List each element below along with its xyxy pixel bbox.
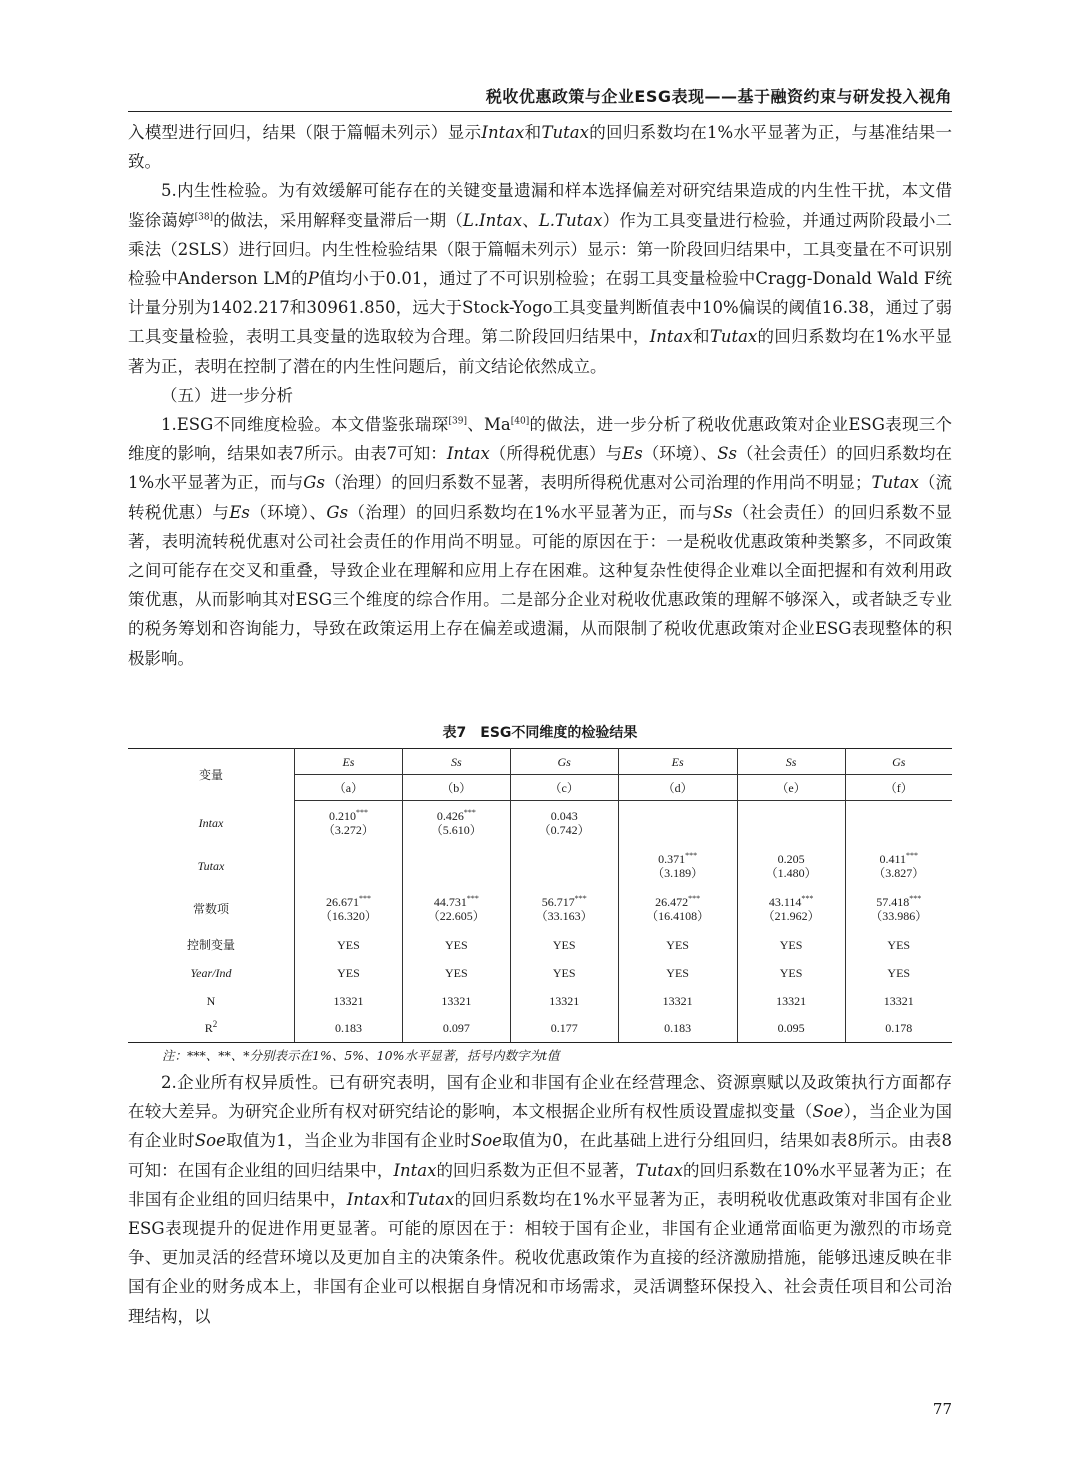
cell: 13321 <box>737 987 845 1015</box>
coef: 56.717 <box>541 894 575 909</box>
text-run: 的做法，进一步分析了税收优惠政策对企业ESG表现三个维度的影响，结果如表7所示。由表7可知： <box>128 415 953 464</box>
col-var: Ss <box>737 749 845 775</box>
var-ss: Ss <box>712 502 733 522</box>
text-run: 值均小于0.01，通过了不可识别检验；在弱工具变量检验中Cragg-Donald Wald F统计量分别为1402.217和30961.850，远大于Stock-Yogo工具变量判断值表中10%偏误的阈值16.38，通过了弱工具变量检验，表明工具变量的选取较为合理。第二阶段回归结果中， <box>128 269 952 347</box>
var-soe: Soe <box>470 1131 502 1151</box>
cell: YES <box>618 959 737 987</box>
sig-stars: *** <box>801 893 814 903</box>
var-tutax: Tutax <box>541 123 589 142</box>
cell <box>618 845 737 887</box>
header-rule <box>128 111 952 112</box>
text-run: 入模型进行回归，结果（限于篇幅未列示）显示 <box>128 123 482 142</box>
row-controls <box>128 931 952 959</box>
t-value: （16.320） <box>319 908 377 923</box>
sig-stars: *** <box>685 850 698 860</box>
body-text-upper <box>128 118 952 673</box>
text-run: 取值为1，当企业为非国有企业时 <box>225 1131 471 1151</box>
row-label: Tutax <box>128 845 295 887</box>
cell: YES <box>845 959 952 987</box>
text-run: 、 <box>522 210 539 230</box>
coef: 26.671 <box>325 894 359 909</box>
citation-ref: [39] <box>448 416 467 427</box>
t-value: （33.986） <box>870 908 928 923</box>
var-es: Es <box>229 502 250 522</box>
t-value: （3.189） <box>652 865 704 880</box>
sig-stars: *** <box>688 893 701 903</box>
table-7 <box>128 748 952 1043</box>
row-label: N <box>128 987 295 1015</box>
t-value: （3.272） <box>322 822 374 837</box>
cell: 13321 <box>845 987 952 1015</box>
cell <box>295 801 403 845</box>
text-run: 2.企业所有权异质性。已有研究表明，国有企业和非国有企业在经营理念、资源禀赋以及政策执行方面都存在较大差异。为研究企业所有权对研究结论的影响，本文根据企业所有权性质设置虚拟变量（ <box>128 1073 952 1122</box>
table-note: 注：***、**、*分别表示在1%、5%、10%水平显著，括号内数字为t值 <box>162 1048 560 1063</box>
sig-stars: *** <box>909 893 922 903</box>
citation-ref: [40] <box>510 416 530 427</box>
col-id: （f） <box>845 775 952 801</box>
row-label: 控制变量 <box>128 931 295 959</box>
text-run: （环境）、 <box>642 444 718 464</box>
cell: YES <box>510 931 618 959</box>
text-run: 的回归系数为正但不显著， <box>436 1160 636 1180</box>
body-text-lower <box>128 1068 952 1331</box>
table-7-title: 表7 ESG不同维度的检验结果 <box>442 725 638 741</box>
cell <box>510 887 618 931</box>
cell <box>737 845 845 887</box>
cell <box>845 845 952 887</box>
var-intax: Intax <box>481 123 525 142</box>
coef: 43.114 <box>768 894 802 909</box>
sig-stars: *** <box>466 893 479 903</box>
cell: YES <box>295 931 403 959</box>
t-value: （22.605） <box>427 908 485 923</box>
text-run: ）作为工具变量进行检验，并通过两阶段最小二乘法（2SLS）进行回归。内生性检验结果（限于篇幅未列示）显示：第一阶段回归结果中，工具变量在不可识别检验中Anderson LM的 <box>128 210 953 289</box>
var-header: 变量 <box>128 749 295 801</box>
cell <box>618 887 737 931</box>
table-header-row <box>128 749 952 775</box>
paragraph-4 <box>128 410 952 673</box>
cell: 0.183 <box>295 1015 403 1043</box>
cell: YES <box>737 959 845 987</box>
text-run: （治理）的回归系数不显著，表明所得税优惠对公司治理的作用尚不明显； <box>324 473 872 493</box>
cell-empty <box>510 845 618 887</box>
col-var: Gs <box>845 749 952 775</box>
text-run: 取值为0，在此基础上进行分组回归，结果如表8所示。由表8可知：在国有企业组的回归结果中， <box>128 1131 953 1180</box>
text-run: 的回归系数均在1%水平显著为正，与基准结果一致。 <box>128 123 953 172</box>
text-run: 的回归系数均在1%水平显著为正，表明在控制了潜在的内生性问题后，前文结论依然成立。 <box>128 327 953 376</box>
var-gs: Gs <box>326 502 349 522</box>
cell-empty <box>845 801 952 845</box>
var-tutax: Tutax <box>709 327 758 347</box>
cell: 0.177 <box>510 1015 618 1043</box>
section-heading: （五）进一步分析 <box>161 385 293 405</box>
text-run: 和 <box>692 327 710 347</box>
cell <box>295 887 403 931</box>
cell: 0.178 <box>845 1015 952 1043</box>
var-soe: Soe <box>194 1131 226 1151</box>
col-id: （c） <box>510 775 618 801</box>
row-label: Intax <box>128 801 295 845</box>
var-intax: Intax <box>346 1189 390 1209</box>
t-value: （16.4108） <box>646 908 710 923</box>
cell-empty <box>737 801 845 845</box>
text-run: （治理）的回归系数均在1%水平显著为正，而与 <box>348 502 713 522</box>
cell: 0.183 <box>618 1015 737 1043</box>
col-id: （a） <box>295 775 403 801</box>
cell: 0.097 <box>402 1015 510 1043</box>
cell: 0.095 <box>737 1015 845 1043</box>
var-intax: Intax <box>649 327 693 347</box>
row-tutax <box>128 845 952 887</box>
cell-empty <box>295 845 403 887</box>
text-run: 5.内生性检验。为有效缓解可能存在的关键变量遗漏和样本选择偏差对研究结果造成的内生性干扰，本文借鉴徐蔼婷 <box>128 181 952 230</box>
cell: YES <box>618 931 737 959</box>
col-var: Es <box>295 749 403 775</box>
citation-ref: [38] <box>194 212 214 223</box>
var-l-tutax: L.Tutax <box>538 210 603 230</box>
text-run: 的回归系数在10%水平显著为正；在非国有企业组的回归结果中， <box>128 1160 953 1209</box>
row-label: Year/Ind <box>128 959 295 987</box>
paragraph-2 <box>128 176 952 380</box>
var-es: Es <box>622 444 643 464</box>
cell <box>737 887 845 931</box>
text-run: 、Ma <box>466 415 511 435</box>
sig-stars: *** <box>358 893 371 903</box>
var-tutax: Tutax <box>406 1189 455 1209</box>
t-value: （33.163） <box>535 908 593 923</box>
coef: 0.411 <box>879 851 907 866</box>
var-tutax: Tutax <box>871 473 919 493</box>
paragraph-5 <box>128 1068 952 1331</box>
cell: 13321 <box>402 987 510 1015</box>
text-run: （社会责任）的回归系数不显著，表明流转税优惠对公司社会责任的作用尚不明显。可能的原因在于：一是税收优惠政策种类繁多，不同政策之间可能存在交叉和重叠，导致企业在理解和应用上存在困难。这种复杂性使得企业难以全面把握和有效利用政策优惠，从而影响其对ESG三个维度的综合作用。二是部分企业对税收优惠政策的理解不够深入，或者缺乏专业的税务筹划和咨询能力，导致在政策运用上存在偏差或遗漏，从而限制了税收优惠政策对企业ESG表现整体的积极影响。 <box>128 502 952 668</box>
sig-stars: *** <box>355 807 368 817</box>
coef: 57.418 <box>876 894 910 909</box>
text-run: 的回归系数均在1%水平显著为正，表明税收优惠政策对非国有企业ESG表现提升的促进作用更显著。可能的原因在于：相较于国有企业，非国有企业通常面临更为激烈的市场竞争、更加灵活的经营环境以及更加自主的决策条件。税收优惠政策作为直接的经济激励措施，能够迅速反映在非国有企业的财务成本上，非国有企业可以根据自身情况和市场需求，灵活调整环保投入、社会责任项目和公司治理结构，以 <box>128 1189 953 1326</box>
text-run: 和 <box>524 123 542 142</box>
r2-label: R <box>204 1021 213 1036</box>
var-ss: Ss <box>717 444 737 464</box>
row-n <box>128 987 952 1015</box>
coef: 0.043 <box>550 808 578 823</box>
cell: YES <box>737 931 845 959</box>
text-run: 和 <box>389 1189 407 1209</box>
t-value: （0.742） <box>538 822 590 837</box>
cell: YES <box>402 959 510 987</box>
page-number: 77 <box>932 1400 952 1418</box>
text-run: 1.ESG不同维度检验。本文借鉴张瑞琛 <box>161 415 449 435</box>
sig-stars: *** <box>574 893 587 903</box>
text-run: （所得税优惠）与 <box>489 444 623 464</box>
text-run: （社会责任）的回归系数均在1%水平显著为正，而与 <box>128 444 953 493</box>
col-id: （e） <box>737 775 845 801</box>
row-label <box>128 1015 295 1043</box>
row-year-ind <box>128 959 952 987</box>
coef: 0.426 <box>436 808 464 823</box>
t-value: （3.827） <box>873 865 925 880</box>
text-run: （流转税优惠）与 <box>128 473 953 522</box>
cell <box>845 887 952 931</box>
coef: 0.205 <box>777 851 805 866</box>
cell: YES <box>510 959 618 987</box>
var-soe: Soe <box>812 1102 844 1122</box>
paragraph-1 <box>128 118 952 176</box>
t-value: （1.480） <box>765 865 817 880</box>
t-value: （21.962） <box>762 908 820 923</box>
cell: YES <box>295 959 403 987</box>
var-intax: Intax <box>446 444 490 464</box>
cell-empty <box>402 845 510 887</box>
sig-stars: *** <box>906 850 919 860</box>
var-l-intax: L.Intax <box>462 210 523 230</box>
row-intax <box>128 801 952 845</box>
var-intax: Intax <box>393 1160 437 1180</box>
row-label: 常数项 <box>128 887 295 931</box>
cell <box>402 887 510 931</box>
var-p: P <box>307 269 319 289</box>
cell: 13321 <box>618 987 737 1015</box>
cell: 13321 <box>295 987 403 1015</box>
text-run: 的做法，采用解释变量滞后一期（ <box>213 210 463 230</box>
col-var: Gs <box>510 749 618 775</box>
coef: 0.210 <box>328 808 356 823</box>
row-r2 <box>128 1015 952 1043</box>
cell: YES <box>402 931 510 959</box>
r2-sup: 2 <box>212 1019 218 1030</box>
cell: 13321 <box>510 987 618 1015</box>
row-constant <box>128 887 952 931</box>
var-gs: Gs <box>303 473 325 493</box>
col-id: （d） <box>618 775 737 801</box>
cell: YES <box>845 931 952 959</box>
col-var: Es <box>618 749 737 775</box>
t-value: （5.610） <box>430 822 482 837</box>
text-run: （环境）、 <box>249 502 327 522</box>
coef: 44.731 <box>433 894 467 909</box>
cell <box>402 801 510 845</box>
col-var: Ss <box>402 749 510 775</box>
col-id: （b） <box>402 775 510 801</box>
cell-empty <box>618 801 737 845</box>
coef: 0.371 <box>658 851 686 866</box>
cell <box>510 801 618 845</box>
text-run: ），当企业为国有企业时 <box>128 1102 953 1151</box>
sig-stars: *** <box>463 807 476 817</box>
coef: 26.472 <box>655 894 689 909</box>
var-tutax: Tutax <box>635 1160 683 1180</box>
running-header: 税收优惠政策与企业ESG表现——基于融资约束与研发投入视角 <box>485 87 952 106</box>
